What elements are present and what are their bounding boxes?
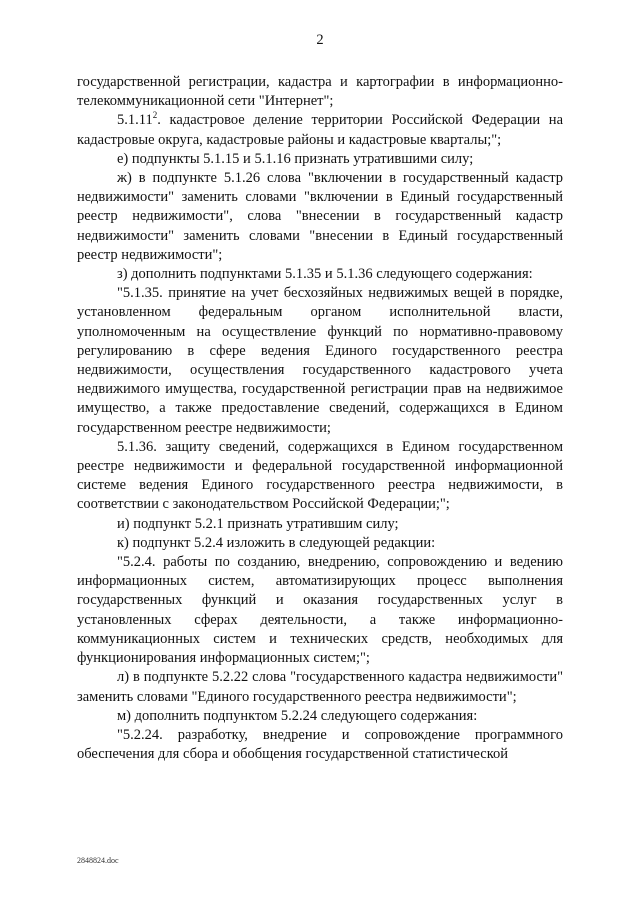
paragraph: ж) в подпункте 5.1.26 слова "включении в государственный кадастр недвижимости" заменить словами "включении в Единый государственный реестр недвижимости", слова "внесении в государственный кадастр недвижимости" заменить словами "внесении в Единый государственный реестр недвижимости"; <box>77 170 563 263</box>
paragraph: л) в подпункте 5.2.22 слова "государственного кадастра недвижимости" заменить словами "Единого государственного реестра недвижимости"; <box>77 669 563 705</box>
footer-filename: 2848824.doc <box>77 856 119 865</box>
clause-text: . кадастровое деление территории Российской Федерации на кадастровые округа, кадастровые районы и кадастровые кварталы;"; <box>77 112 563 148</box>
paragraph: "5.1.35. принятие на учет бесхозяйных недвижимых вещей в порядке, установленном федеральным органом исполнительной власти, уполномоченным на осуществление функций по нормативно-правовому регулированию в сфере ведения Единого государственного реестра недвижимости, осуществления государственного кадастрового учета недвижимого имущества, государственной регистрации прав на недвижимое имущество, а также предоставление сведений, содержащихся в Едином государственном реестре недвижимости; <box>77 285 563 436</box>
clause-number: 5.1.11 <box>117 112 153 129</box>
paragraph: к) подпункт 5.2.4 изложить в следующей редакции: <box>117 534 436 551</box>
paragraph: и) подпункт 5.2.1 признать утратившим силу; <box>117 515 399 532</box>
paragraph: государственной регистрации, кадастра и картографии в информационно-телекоммуникационной сети "Интернет"; <box>77 74 563 110</box>
paragraph: з) дополнить подпунктами 5.1.35 и 5.1.36 следующего содержания: <box>117 266 533 283</box>
document-body <box>77 73 563 764</box>
paragraph: "5.2.4. работы по созданию, внедрению, сопровождению и ведению информационных систем, автоматизирующих процесс выполнения государственных функций и оказания государственных услуг в установленных сферах деятельности, а также информационно-коммуникационных систем и технических средств, необходимых для функционирования информационных систем;"; <box>77 554 563 667</box>
page-number: 2 <box>316 32 324 48</box>
paragraph: е) подпункты 5.1.15 и 5.1.16 признать утратившими силу; <box>117 150 474 167</box>
superscript: 2 <box>152 110 158 121</box>
paragraph <box>77 111 563 149</box>
paragraph: "5.2.24. разработку, внедрение и сопровождение программного обеспечения для сбора и обобщения государственной статистической <box>77 726 563 763</box>
paragraph: 5.1.36. защиту сведений, содержащихся в Едином государственном реестре недвижимости и федеральной государственной информационной системе ведения Единого государственного реестра недвижимости, в соответствии с законодательством Российской Федерации;"; <box>77 438 563 513</box>
paragraph: м) дополнить подпунктом 5.2.24 следующего содержания: <box>117 707 478 724</box>
